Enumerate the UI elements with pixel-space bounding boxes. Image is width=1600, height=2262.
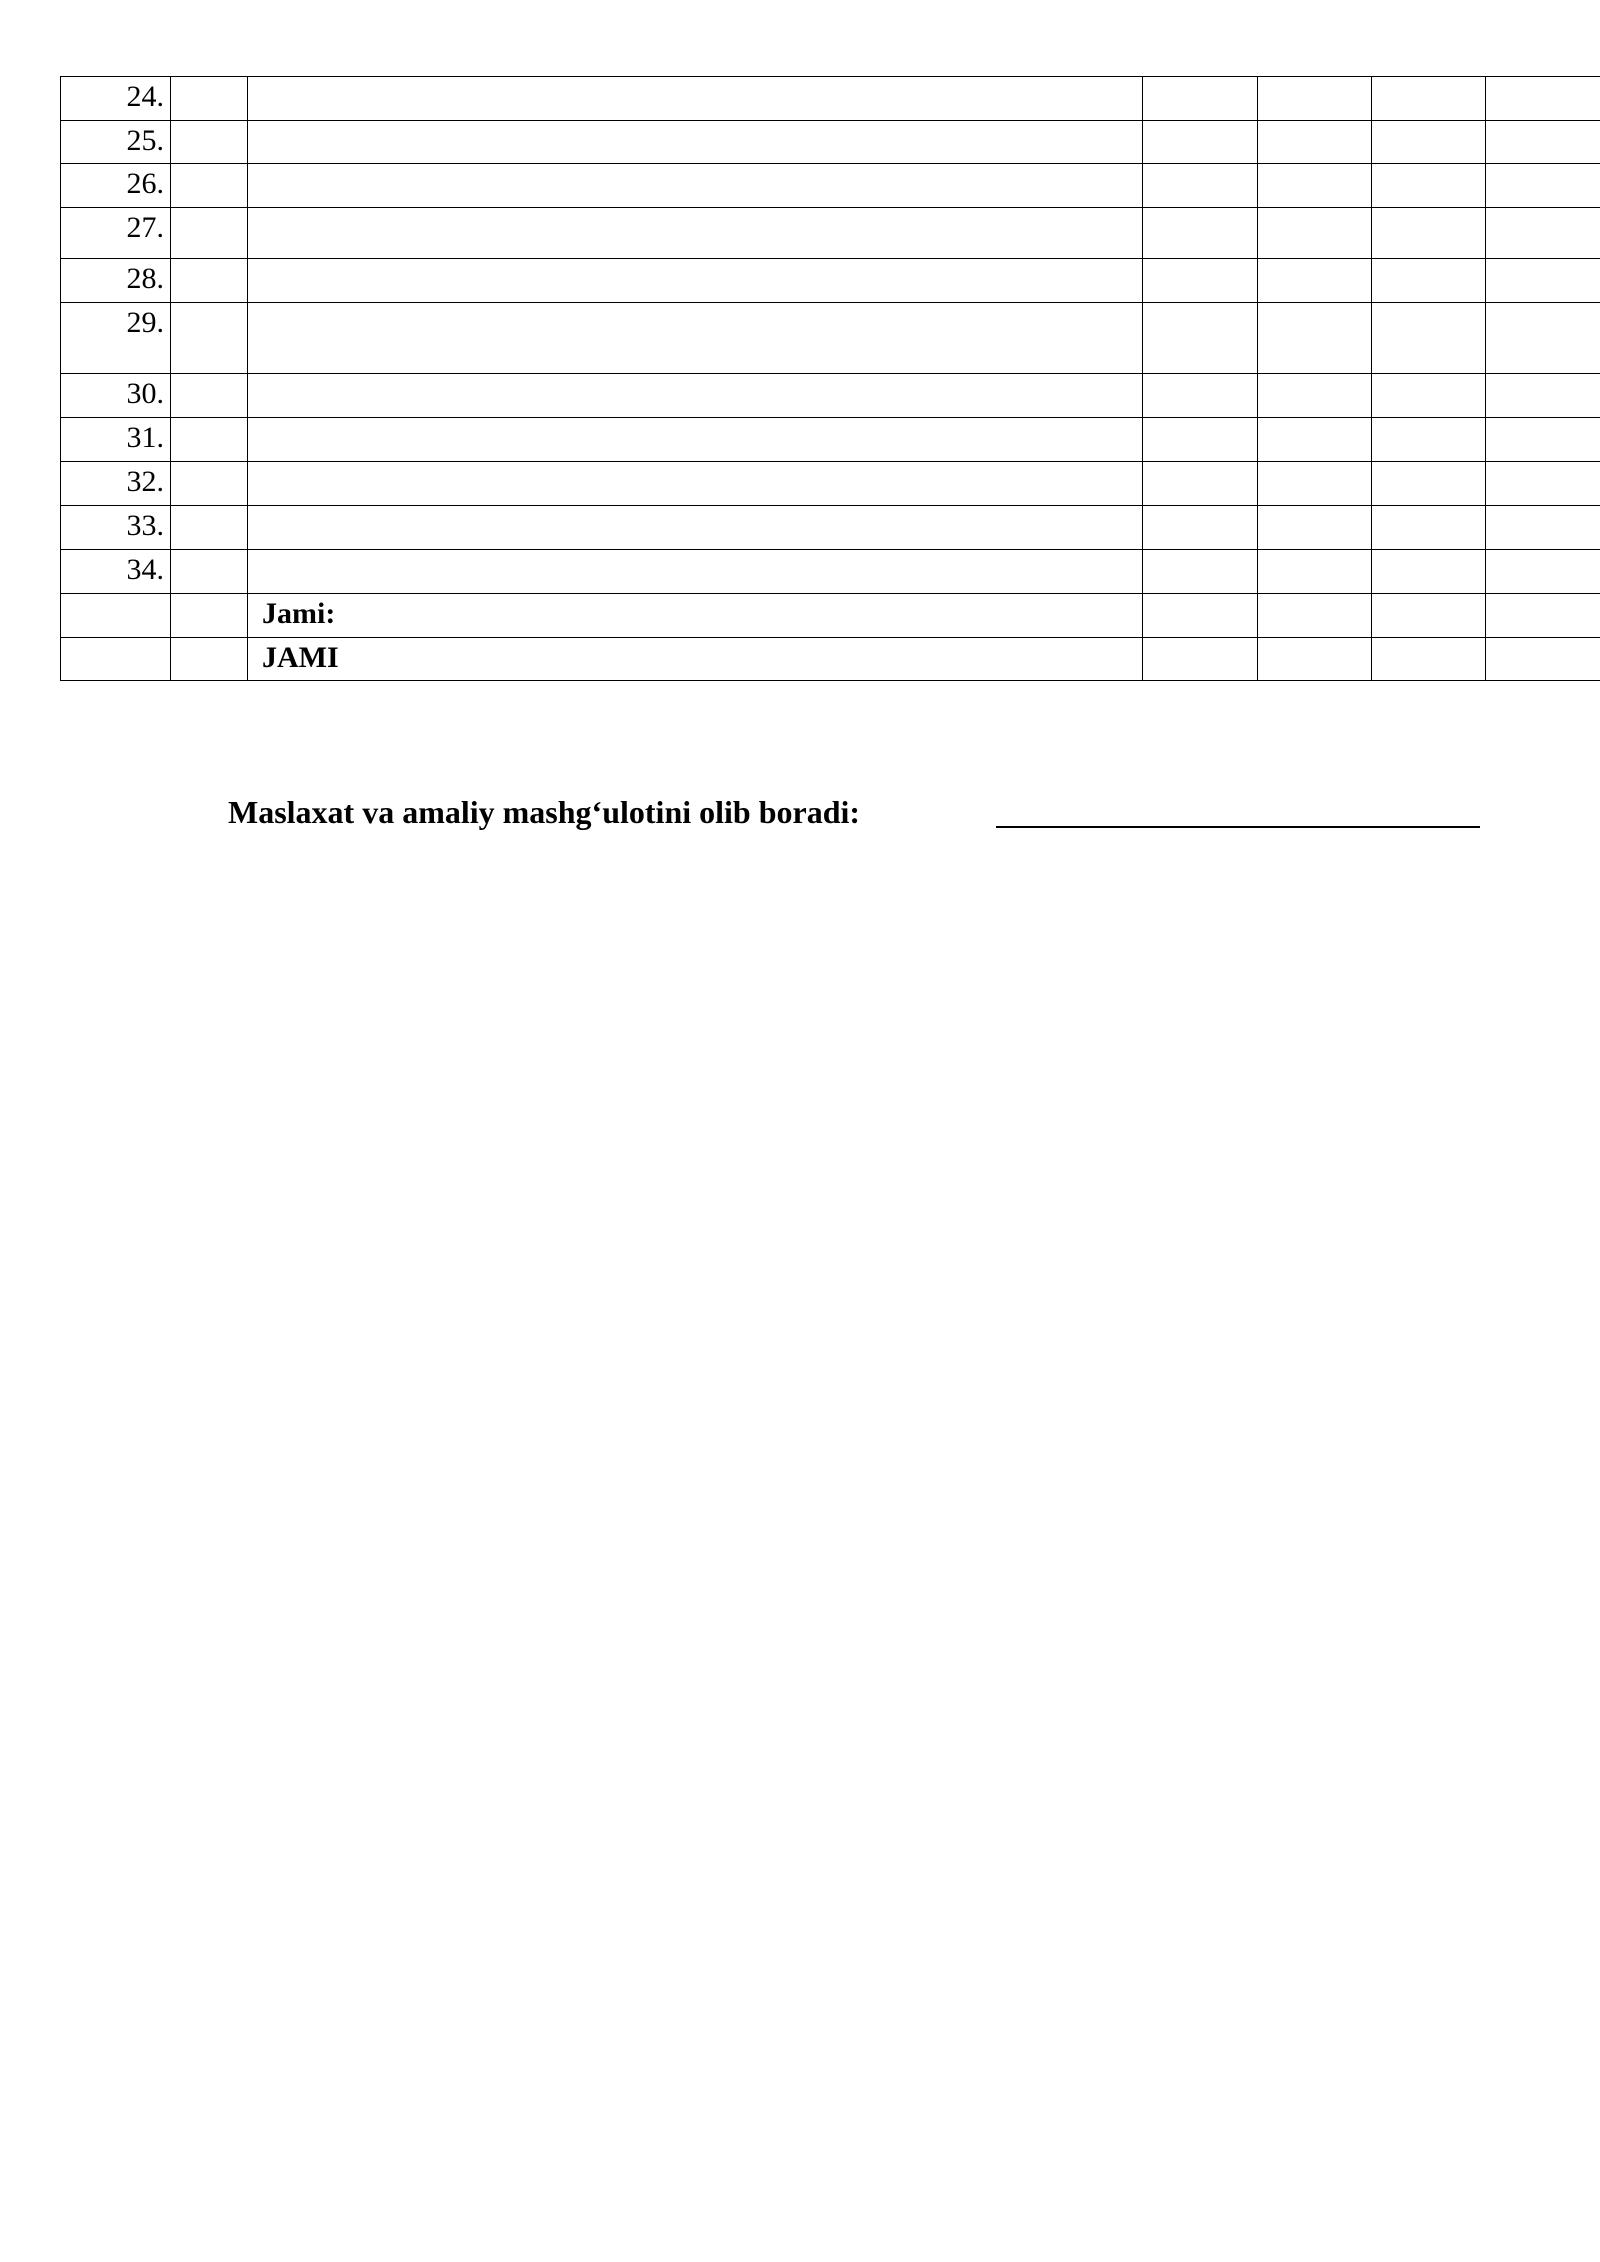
row-code-cell: [171, 303, 248, 374]
row-value-cell: [1372, 418, 1486, 462]
row-topic-cell: [248, 121, 1143, 164]
row-value-cell: [1143, 374, 1258, 418]
row-number: 34.: [61, 550, 171, 594]
row-value-cell: [1486, 208, 1600, 259]
row-value-cell: [1486, 121, 1600, 164]
row-value-cell: [1143, 550, 1258, 594]
row-number: 27.: [61, 208, 171, 259]
row-value-cell: [1143, 638, 1258, 681]
row-value-cell: [1258, 462, 1372, 506]
row-code-cell: [171, 506, 248, 550]
row-topic-cell: [248, 164, 1143, 208]
table-row: [61, 77, 1600, 121]
row-value-cell: [1143, 418, 1258, 462]
row-value-cell: [1486, 638, 1600, 681]
row-topic-cell: [248, 506, 1143, 550]
table-row: [61, 303, 1600, 374]
row-code-cell: [171, 638, 248, 681]
row-value-cell: [1143, 506, 1258, 550]
row-topic-cell: [248, 418, 1143, 462]
row-number: 28.: [61, 259, 171, 303]
row-value-cell: [1258, 594, 1372, 638]
row-value-cell: [1372, 208, 1486, 259]
row-topic-cell: [248, 303, 1143, 374]
row-code-cell: [171, 259, 248, 303]
row-code-cell: [171, 374, 248, 418]
row-number: 33.: [61, 506, 171, 550]
row-number: 31.: [61, 418, 171, 462]
row-value-cell: [1258, 506, 1372, 550]
row-value-cell: [1486, 164, 1600, 208]
row-code-cell: [171, 594, 248, 638]
row-value-cell: [1258, 77, 1372, 121]
row-value-cell: [1372, 550, 1486, 594]
row-value-cell: [1372, 462, 1486, 506]
table-row: [61, 121, 1600, 164]
row-number: 30.: [61, 374, 171, 418]
row-value-cell: [1258, 638, 1372, 681]
row-topic-cell: [248, 259, 1143, 303]
table-row: [61, 462, 1600, 506]
schedule-table: [60, 76, 1600, 681]
row-topic-cell: [248, 550, 1143, 594]
row-value-cell: [1486, 259, 1600, 303]
table-row: [61, 259, 1600, 303]
row-value-cell: [1258, 208, 1372, 259]
row-value-cell: [1258, 418, 1372, 462]
row-value-cell: [1143, 303, 1258, 374]
row-value-cell: [1486, 374, 1600, 418]
row-topic-cell: [248, 374, 1143, 418]
row-code-cell: [171, 462, 248, 506]
row-value-cell: [1258, 164, 1372, 208]
table-row: [61, 506, 1600, 550]
row-number: [61, 594, 171, 638]
row-value-cell: [1486, 506, 1600, 550]
row-value-cell: [1143, 77, 1258, 121]
signature-line: [996, 826, 1480, 828]
row-value-cell: [1143, 594, 1258, 638]
table-row: [61, 418, 1600, 462]
row-value-cell: [1486, 303, 1600, 374]
row-value-cell: [1143, 164, 1258, 208]
row-topic-cell: [248, 462, 1143, 506]
row-value-cell: [1372, 77, 1486, 121]
row-value-cell: [1372, 506, 1486, 550]
row-number: 29.: [61, 303, 171, 374]
table-row: [61, 374, 1600, 418]
row-value-cell: [1372, 638, 1486, 681]
row-value-cell: [1372, 164, 1486, 208]
row-value-cell: [1258, 303, 1372, 374]
row-code-cell: [171, 550, 248, 594]
row-number: 26.: [61, 164, 171, 208]
table-row-total: [61, 638, 1600, 681]
row-code-cell: [171, 121, 248, 164]
total-label: JAMI: [248, 638, 1143, 681]
row-value-cell: [1372, 594, 1486, 638]
row-value-cell: [1258, 121, 1372, 164]
row-code-cell: [171, 77, 248, 121]
table-row: [61, 164, 1600, 208]
row-topic-cell: [248, 77, 1143, 121]
row-number: 25.: [61, 121, 171, 164]
signature-block: [228, 790, 1480, 840]
row-value-cell: [1143, 462, 1258, 506]
row-value-cell: [1258, 374, 1372, 418]
row-code-cell: [171, 208, 248, 259]
signature-label: Maslaxat va amaliy mashg‘ulotini olib boradi:: [228, 794, 861, 830]
table-row: [61, 550, 1600, 594]
row-value-cell: [1258, 259, 1372, 303]
row-number: 32.: [61, 462, 171, 506]
row-value-cell: [1372, 259, 1486, 303]
row-value-cell: [1372, 303, 1486, 374]
row-value-cell: [1372, 374, 1486, 418]
row-topic-cell: [248, 208, 1143, 259]
row-value-cell: [1143, 208, 1258, 259]
row-value-cell: [1143, 259, 1258, 303]
table-row: [61, 208, 1600, 259]
row-value-cell: [1372, 121, 1486, 164]
row-value-cell: [1486, 550, 1600, 594]
row-value-cell: [1486, 462, 1600, 506]
row-value-cell: [1486, 594, 1600, 638]
row-number: [61, 638, 171, 681]
subtotal-label: Jami:: [248, 594, 1143, 638]
row-code-cell: [171, 418, 248, 462]
row-value-cell: [1486, 77, 1600, 121]
row-code-cell: [171, 164, 248, 208]
row-value-cell: [1143, 121, 1258, 164]
row-number: 24.: [61, 77, 171, 121]
table-row-subtotal: [61, 594, 1600, 638]
row-value-cell: [1258, 550, 1372, 594]
row-value-cell: [1486, 418, 1600, 462]
